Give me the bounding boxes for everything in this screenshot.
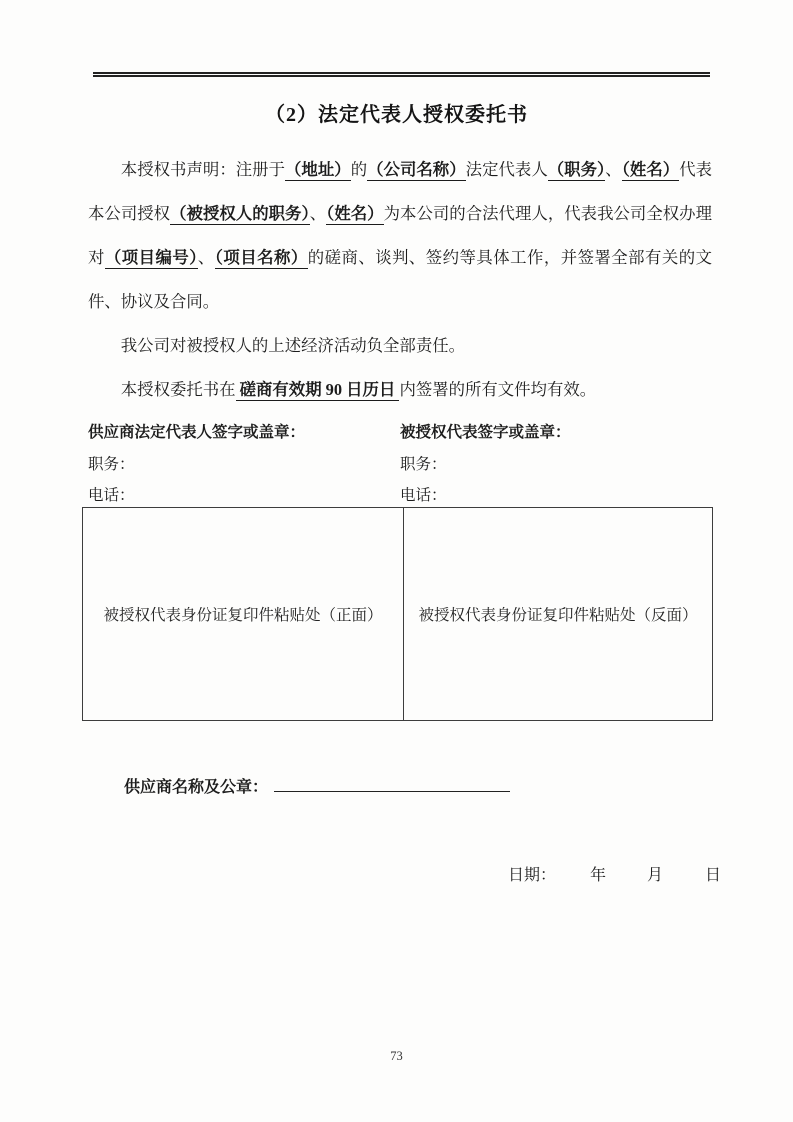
seal-fill-line <box>274 774 510 792</box>
placeholder-underlined: （职务） <box>547 160 606 179</box>
authorized-position-label: 职务： <box>400 455 447 473</box>
company-seal-label: 供应商名称及公章： <box>124 779 269 796</box>
placeholder-underlined: （项目编号） <box>104 248 198 267</box>
text-run: 内签署的所有文件均有效。 <box>399 380 597 399</box>
text-run: 代表本公司授权 <box>88 160 712 223</box>
header-double-rule <box>93 72 710 77</box>
authorized-signature-heading: 被授权代表签字或盖章： <box>400 424 571 441</box>
validity-paragraph <box>88 368 712 412</box>
document-body <box>88 148 712 412</box>
id-back-cell: 被授权代表身份证复印件粘贴处（反面） <box>404 508 713 721</box>
id-front-cell: 被授权代表身份证复印件粘贴处（正面） <box>83 508 404 721</box>
text-run: 我公司对被授权人的上述经济活动负全部责任。 <box>120 336 465 355</box>
text-run: 、 <box>197 248 215 267</box>
placeholder-underlined: （项目名称） <box>214 248 308 267</box>
id-copy-paste-table <box>82 507 713 721</box>
signature-block <box>88 417 713 512</box>
text-run: 法定代表人 <box>465 160 548 179</box>
page-number: 73 <box>390 1049 403 1063</box>
company-seal-line <box>124 774 510 797</box>
supplier-signature-heading: 供应商法定代表人签字或盖章： <box>88 424 306 441</box>
date-label: 日期： <box>508 867 557 884</box>
text-run: 的磋商、谈判、签约等具体工作，并签署全部有关的文件、协议及合同。 <box>88 248 713 311</box>
placeholder-underlined: （地址） <box>285 160 351 179</box>
placeholder-underlined: （姓名） <box>621 160 680 179</box>
authorized-phone-label: 电话： <box>400 487 447 504</box>
responsibility-paragraph <box>88 324 712 368</box>
document-title: （2）法定代表人授权委托书 <box>265 104 528 126</box>
text-run: 、 <box>309 204 327 223</box>
text-run: 、 <box>605 160 622 179</box>
supplier-phone-label: 电话： <box>88 487 135 504</box>
placeholder-underlined: （公司名称） <box>367 160 466 179</box>
month-label: 月 <box>647 867 664 884</box>
day-label: 日 <box>705 867 722 884</box>
text-run: 本授权委托书在 <box>120 380 236 399</box>
year-label: 年 <box>590 867 607 884</box>
id-copy-row <box>83 508 713 721</box>
placeholder-underlined: （姓名） <box>326 204 384 223</box>
date-line <box>508 862 721 885</box>
text-run: 为本公司的合法代理人，代表我公司全权办理对 <box>88 204 712 267</box>
text-run: 的 <box>350 160 368 179</box>
text-run: 本授权书声明：注册于 <box>120 160 286 179</box>
supplier-position-label: 职务： <box>88 455 135 473</box>
authorized-signature-column <box>400 417 713 512</box>
placeholder-underlined: （被授权人的职务） <box>170 204 310 223</box>
supplier-signature-column <box>88 417 400 512</box>
declaration-paragraph <box>88 148 712 324</box>
placeholder-underlined: 磋商有效期 90 日历日 <box>235 380 400 399</box>
